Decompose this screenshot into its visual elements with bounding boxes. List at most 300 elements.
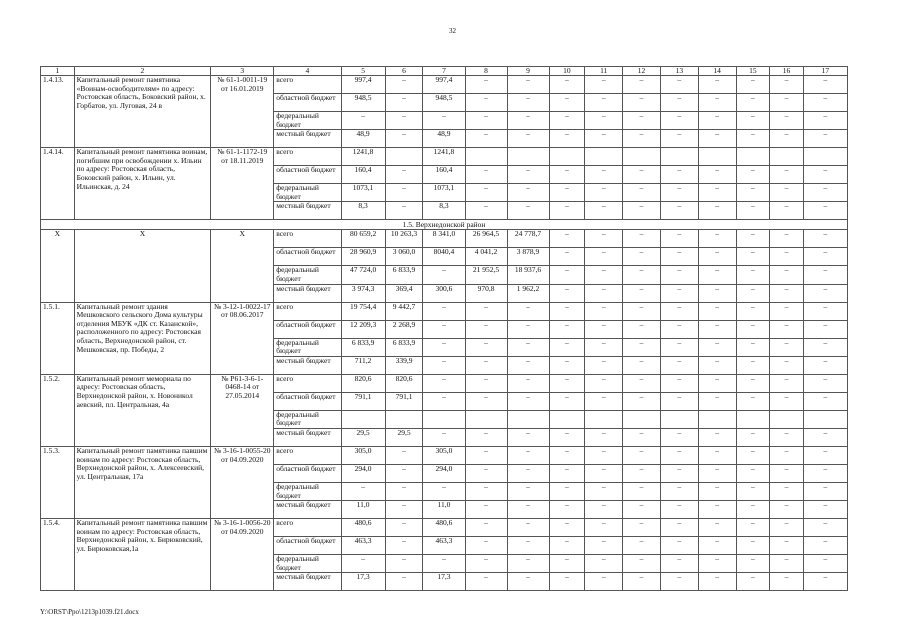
value-cell: – [585,464,623,482]
value-cell: 948,5 [341,94,385,112]
value-cell: – [803,555,847,573]
value-cell: – [423,302,465,320]
value-cell: – [465,374,507,392]
value-cell: – [660,446,698,464]
entry-number: 1.5.4. [41,519,75,591]
value-cell: – [507,428,549,446]
value-cell: – [623,166,661,184]
value-cell: – [736,356,770,374]
value-cell: – [507,392,549,410]
value-cell: – [736,573,770,591]
table-row [41,302,848,320]
entry-document: № 3-16-1-0056-20 от 04.09.2020 [211,519,274,591]
value-cell: – [465,501,507,519]
value-cell: – [549,519,585,537]
value-cell: – [660,501,698,519]
value-cell: – [549,428,585,446]
value-cell [385,148,423,166]
value-cell: – [341,555,385,573]
value-cell: – [770,130,804,148]
value-cell: 4 041,2 [465,248,507,266]
value-cell: – [423,266,465,284]
value-cell: – [736,166,770,184]
value-cell: – [803,94,847,112]
value-cell: – [507,573,549,591]
value-cell: – [698,428,736,446]
value-cell: – [465,428,507,446]
table-row [41,148,848,166]
value-cell: – [385,130,423,148]
header-cell-15: 15 [736,67,770,76]
value-cell [736,148,770,166]
value-cell: – [585,184,623,202]
value-cell: – [549,248,585,266]
value-cell: – [803,302,847,320]
value-cell [660,410,698,428]
budget-source-label: местный бюджет [274,284,341,302]
header-cell-10: 10 [549,67,585,76]
value-cell: – [585,112,623,130]
value-cell: – [507,446,549,464]
value-cell [465,148,507,166]
value-cell: – [736,501,770,519]
value-cell: – [507,555,549,573]
value-cell: – [585,356,623,374]
value-cell: – [549,266,585,284]
header-cell-3: 3 [211,67,274,76]
value-cell: 711,2 [341,356,385,374]
value-cell: – [770,446,804,464]
value-cell: 3 974,3 [341,284,385,302]
value-cell: – [507,94,549,112]
value-cell: – [585,519,623,537]
value-cell [507,148,549,166]
value-cell: – [585,428,623,446]
value-cell: – [803,392,847,410]
budget-source-label: федеральный бюджет [274,184,341,202]
value-cell: – [423,356,465,374]
entry-name: Капитальный ремонт памятника павшим воинам по адресу: Ростовская область, Верхнедонской район, х. Алексеевский, ул. Центральная, 17а [74,446,211,518]
budget-source-label: областной бюджет [274,320,341,338]
value-cell: – [770,94,804,112]
value-cell: – [585,284,623,302]
page-number: 32 [449,27,456,35]
value-cell [736,410,770,428]
value-cell: – [770,184,804,202]
value-cell [803,410,847,428]
entry-number: 1.5.3. [41,446,75,518]
value-cell: 11,0 [423,501,465,519]
value-cell: – [549,320,585,338]
value-cell: – [660,284,698,302]
value-cell: – [660,464,698,482]
header-cell-13: 13 [660,67,698,76]
value-cell: – [736,428,770,446]
value-cell: – [770,76,804,94]
value-cell: 6 833,9 [341,338,385,356]
value-cell: – [660,374,698,392]
value-cell: – [507,184,549,202]
header-cell-12: 12 [623,67,661,76]
value-cell: – [465,302,507,320]
value-cell: 160,4 [341,166,385,184]
value-cell: – [423,338,465,356]
value-cell: – [623,202,661,220]
value-cell: – [465,166,507,184]
value-cell [770,410,804,428]
value-cell: 1241,8 [341,148,385,166]
value-cell: – [585,76,623,94]
budget-source-label: федеральный бюджет [274,410,341,428]
budget-source-label: местный бюджет [274,202,341,220]
value-cell [585,410,623,428]
value-cell: – [623,537,661,555]
value-cell: 1 962,2 [507,284,549,302]
value-cell: 3 060,0 [385,248,423,266]
value-cell: – [660,428,698,446]
value-cell: – [585,501,623,519]
value-cell: – [623,356,661,374]
table-row [41,374,848,392]
table-row [41,519,848,537]
budget-source-label: всего [274,374,341,392]
value-cell: – [549,338,585,356]
value-cell: 11,0 [341,501,385,519]
value-cell: – [803,482,847,500]
value-cell: – [465,320,507,338]
value-cell: – [660,166,698,184]
value-cell: 480,6 [423,519,465,537]
value-cell: – [660,338,698,356]
value-cell: 463,3 [423,537,465,555]
value-cell: – [698,446,736,464]
value-cell: – [770,230,804,248]
entry-name: Капитальный ремонт памятника «Воинам-освободителям» по адресу: Ростовская область, Боковский район, х. Горбатов, ул. Луговая, 24 в [74,76,211,148]
value-cell: 294,0 [341,464,385,482]
value-cell: 948,5 [423,94,465,112]
budget-source-label: всего [274,148,341,166]
value-cell: – [803,248,847,266]
value-cell: – [465,130,507,148]
value-cell: – [623,392,661,410]
value-cell: – [736,338,770,356]
value-cell: – [660,482,698,500]
value-cell: – [698,266,736,284]
value-cell: – [507,166,549,184]
header-cell-6: 6 [385,67,423,76]
section-row [41,220,848,230]
value-cell: – [549,537,585,555]
value-cell: – [549,555,585,573]
value-cell: – [549,482,585,500]
value-cell: – [385,464,423,482]
budget-source-label: федеральный бюджет [274,112,341,130]
value-cell: – [423,482,465,500]
value-cell: – [736,446,770,464]
value-cell: – [549,130,585,148]
value-cell: – [660,76,698,94]
value-cell: – [770,248,804,266]
value-cell: 1241,8 [423,148,465,166]
value-cell: – [423,374,465,392]
value-cell: – [549,76,585,94]
value-cell: 791,1 [341,392,385,410]
value-cell: 791,1 [385,392,423,410]
value-cell: – [698,248,736,266]
value-cell: – [803,519,847,537]
value-cell: 80 659,2 [341,230,385,248]
entry-document: № 3-12-1-0022-17 от 08.06.2017 [211,302,274,374]
value-cell: – [770,573,804,591]
budget-source-label: областной бюджет [274,94,341,112]
value-cell: 48,9 [341,130,385,148]
entry-name: Х [74,230,211,302]
entry-number: 1.5.2. [41,374,75,446]
value-cell: 48,9 [423,130,465,148]
value-cell: – [803,446,847,464]
value-cell: – [507,202,549,220]
value-cell: – [465,464,507,482]
table-row [41,76,848,94]
value-cell: – [803,338,847,356]
budget-table [40,66,848,591]
value-cell: – [660,519,698,537]
value-cell: – [698,482,736,500]
value-cell: 21 952,5 [465,266,507,284]
value-cell: 480,6 [341,519,385,537]
value-cell: – [549,374,585,392]
value-cell: – [585,446,623,464]
value-cell: – [803,166,847,184]
value-cell: – [736,392,770,410]
value-cell: – [698,573,736,591]
value-cell: – [803,374,847,392]
value-cell: – [585,266,623,284]
value-cell: – [507,130,549,148]
value-cell: – [770,266,804,284]
value-cell: – [585,338,623,356]
header-cell-7: 7 [423,67,465,76]
value-cell: – [585,537,623,555]
value-cell: 8,3 [341,202,385,220]
value-cell: – [803,230,847,248]
value-cell: – [465,573,507,591]
value-cell: – [770,284,804,302]
value-cell: 305,0 [423,446,465,464]
value-cell: 305,0 [341,446,385,464]
value-cell: – [507,464,549,482]
value-cell: – [736,320,770,338]
value-cell: – [660,392,698,410]
value-cell: – [385,446,423,464]
value-cell: – [698,184,736,202]
value-cell: – [660,320,698,338]
entry-document: Х [211,230,274,302]
budget-source-label: всего [274,230,341,248]
value-cell: – [623,374,661,392]
value-cell: 369,4 [385,284,423,302]
value-cell: 970,8 [465,284,507,302]
value-cell: – [423,392,465,410]
value-cell: – [660,555,698,573]
header-row [41,67,848,76]
value-cell: – [623,112,661,130]
value-cell: – [385,519,423,537]
value-cell: – [623,248,661,266]
value-cell: – [465,482,507,500]
value-cell: – [549,94,585,112]
value-cell: – [770,302,804,320]
value-cell: – [549,501,585,519]
value-cell: – [585,320,623,338]
value-cell: – [660,94,698,112]
value-cell: – [385,94,423,112]
value-cell: 2 268,9 [385,320,423,338]
value-cell: – [736,94,770,112]
value-cell: 28 960,9 [341,248,385,266]
budget-source-label: всего [274,519,341,537]
value-cell: – [549,166,585,184]
entry-number: Х [41,230,75,302]
header-cell-8: 8 [465,67,507,76]
budget-source-label: областной бюджет [274,537,341,555]
value-cell: – [623,184,661,202]
value-cell: – [385,166,423,184]
value-cell: – [507,374,549,392]
value-cell: – [623,76,661,94]
value-cell: – [698,112,736,130]
value-cell: – [385,482,423,500]
budget-source-label: всего [274,302,341,320]
value-cell: – [623,555,661,573]
value-cell: 47 724,0 [341,266,385,284]
value-cell: – [736,519,770,537]
value-cell: – [803,184,847,202]
value-cell: – [770,392,804,410]
value-cell: – [465,356,507,374]
value-cell: – [803,266,847,284]
value-cell [549,148,585,166]
value-cell: – [660,230,698,248]
value-cell: – [736,184,770,202]
value-cell: – [549,392,585,410]
value-cell: 6 833,9 [385,338,423,356]
value-cell: 997,4 [423,76,465,94]
value-cell: – [803,573,847,591]
value-cell: – [465,94,507,112]
budget-source-label: областной бюджет [274,392,341,410]
value-cell: – [803,76,847,94]
value-cell [385,410,423,428]
value-cell: – [698,555,736,573]
value-cell: 8,3 [423,202,465,220]
value-cell: 18 937,6 [507,266,549,284]
value-cell: – [507,302,549,320]
value-cell [698,148,736,166]
value-cell: – [385,202,423,220]
value-cell: – [803,537,847,555]
budget-source-label: местный бюджет [274,428,341,446]
value-cell: – [736,482,770,500]
value-cell: – [770,519,804,537]
value-cell: – [736,464,770,482]
value-cell: – [623,573,661,591]
header-cell-9: 9 [507,67,549,76]
value-cell: 29,5 [385,428,423,446]
value-cell: – [623,320,661,338]
value-cell [698,410,736,428]
header-cell-14: 14 [698,67,736,76]
value-cell: – [698,356,736,374]
value-cell: – [698,76,736,94]
value-cell: – [736,248,770,266]
value-cell: – [770,428,804,446]
value-cell: – [770,501,804,519]
value-cell: – [803,464,847,482]
value-cell: – [623,446,661,464]
budget-source-label: областной бюджет [274,166,341,184]
value-cell: – [736,130,770,148]
value-cell: – [623,94,661,112]
value-cell: – [585,94,623,112]
value-cell: – [385,537,423,555]
budget-source-label: местный бюджет [274,501,341,519]
footer-file-path: Y:\ORST\Ppo\1213p1039.f21.docx [40,608,139,616]
value-cell: 6 833,9 [385,266,423,284]
value-cell: – [549,284,585,302]
value-cell: 8 341,0 [423,230,465,248]
value-cell: – [423,428,465,446]
value-cell: – [803,320,847,338]
budget-source-label: всего [274,446,341,464]
value-cell: – [770,338,804,356]
value-cell [507,410,549,428]
value-cell: – [803,284,847,302]
value-cell: – [698,202,736,220]
value-cell: – [803,202,847,220]
value-cell: – [385,555,423,573]
value-cell: – [770,112,804,130]
value-cell: – [660,112,698,130]
header-cell-16: 16 [770,67,804,76]
value-cell: – [549,302,585,320]
value-cell: 26 964,5 [465,230,507,248]
value-cell: 12 209,3 [341,320,385,338]
value-cell: – [698,537,736,555]
value-cell: – [803,501,847,519]
value-cell: – [585,573,623,591]
value-cell: – [660,130,698,148]
value-cell: – [736,230,770,248]
value-cell: – [623,428,661,446]
value-cell: – [660,184,698,202]
value-cell: – [623,519,661,537]
value-cell: – [698,94,736,112]
value-cell: – [585,302,623,320]
value-cell: – [623,266,661,284]
value-cell: – [341,112,385,130]
value-cell: – [423,112,465,130]
value-cell: 300,6 [423,284,465,302]
value-cell: – [465,202,507,220]
value-cell: 19 754,4 [341,302,385,320]
value-cell: – [736,202,770,220]
table-body [41,67,848,591]
table-row [41,446,848,464]
entry-name: Капитальный ремонт памятника павшим воинам по адресу: Ростовская область, Верхнедонской район, х. Бирюковский, ул. Бирюковская,1а [74,519,211,591]
value-cell: – [736,284,770,302]
value-cell: 3 878,9 [507,248,549,266]
